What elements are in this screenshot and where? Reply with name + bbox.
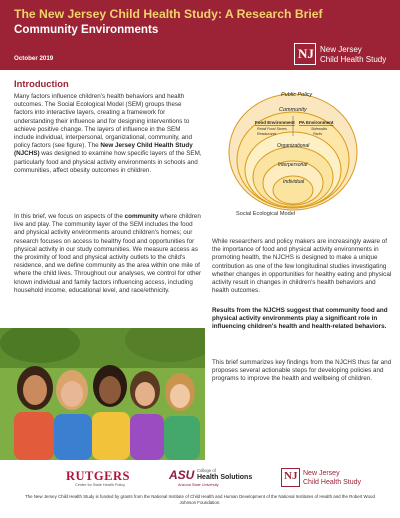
sem-caption: Social Ecological Model bbox=[236, 211, 296, 217]
brief-date: October 2019 bbox=[14, 55, 54, 62]
sem-pa-items: Sidewalks Parks bbox=[311, 127, 328, 136]
intro-paragraph-2: In this brief, we focus on aspects of the community where children live and play. The community layer of the SEM includes the food and physical activity environments around children's homes; our research focuses on access to healthy food and opportunities for physical activity in our study communities. We measure access as the proximity of food and physical activity outlets to the child's residence, and we define community as the area within one mile of where the child lives. Throughout our analyses, we control for other known individual and family factors influencing access, including household income, educational level, and race/ethnicity. bbox=[14, 213, 202, 294]
header-banner bbox=[0, 0, 400, 70]
brief-title: The New Jersey Child Health Study: A Research Brief bbox=[14, 7, 323, 21]
sem-food-items: Retail Food Stores Restaurants bbox=[257, 127, 287, 136]
children-photo bbox=[0, 328, 205, 460]
footer-logos bbox=[0, 466, 400, 492]
right-paragraph-1: While researchers and policy makers are increasingly aware of the importance of food and physical activity environments in promoting health, the NJCHS is designed to make a unique contribution as one of the few longitudinal studies investigating whether changes in opportunities for healthy eating and physical activity result in changes in children's health behaviors and health outcomes. bbox=[212, 238, 392, 295]
rutgers-logo: RUTGERS bbox=[66, 469, 130, 483]
brief-subtitle: Community Environments bbox=[14, 23, 159, 36]
sem-interpersonal-label: Interpersonal bbox=[278, 162, 308, 168]
right-paragraph-2: This brief summarizes key findings from the NJCHS thus far and proposes several actionable steps for developing policies and programs to improve the health and wellbeing of children. bbox=[212, 359, 392, 383]
sem-policy-label: Public Policy bbox=[281, 92, 313, 98]
asu-university-label: Arizona State University bbox=[178, 483, 219, 487]
sem-food-env-label: Food Environment bbox=[255, 120, 295, 125]
asu-college-label: College of bbox=[197, 468, 216, 473]
nj-footer-logo-icon: NJ bbox=[281, 468, 300, 487]
funding-statement: The New Jersey Child Health Study is funded by grants from the National Institute of Child Health and Human Development of the National Institutes of Health and the Robert Wood Johnson Foundation. bbox=[25, 494, 375, 505]
sem-community-label: Community bbox=[279, 107, 307, 113]
sem-pa-env-label: PA Environment bbox=[299, 120, 334, 125]
sem-organizational-label: Organizational bbox=[277, 143, 310, 149]
results-highlight: Results from the NJCHS suggest that community food and physical activity environments play a significant role in influencing children's health and health-related behaviors. bbox=[212, 307, 388, 331]
footer-logo-line-1: New Jersey bbox=[303, 470, 340, 477]
asu-logo: ASU bbox=[169, 468, 195, 482]
introduction-heading: Introduction bbox=[14, 78, 69, 89]
logo-line-1: New Jersey bbox=[320, 45, 362, 54]
rutgers-subtitle: Center for State Health Policy bbox=[75, 483, 126, 487]
logo-line-2: Child Health Study bbox=[320, 55, 387, 64]
intro-paragraph-1: Many factors influence children's health behaviors and health outcomes. The Social Ecological Model (SEM) groups these factors into interactive layers, creating a framework for understanding their influence and for designing interventions to achieve positive change. The layers of influence in the SEM include individual, interpersonal, organizational, community, and policy factors (see figure). The New Jersey Child Health Study (NJCHS) was designed to examine how specific layers of the SEM, particularly food and physical activity environments in schools and communities, affect obesity outcomes in children. bbox=[14, 93, 202, 174]
footer-logo-line-2: Child Health Study bbox=[303, 479, 361, 486]
njchs-logo bbox=[294, 43, 398, 67]
asu-health-solutions: Health Solutions bbox=[197, 474, 253, 481]
nj-logo-icon: NJ bbox=[294, 43, 316, 65]
social-ecological-model-diagram bbox=[213, 86, 393, 226]
sem-individual-label: Individual bbox=[283, 179, 305, 185]
